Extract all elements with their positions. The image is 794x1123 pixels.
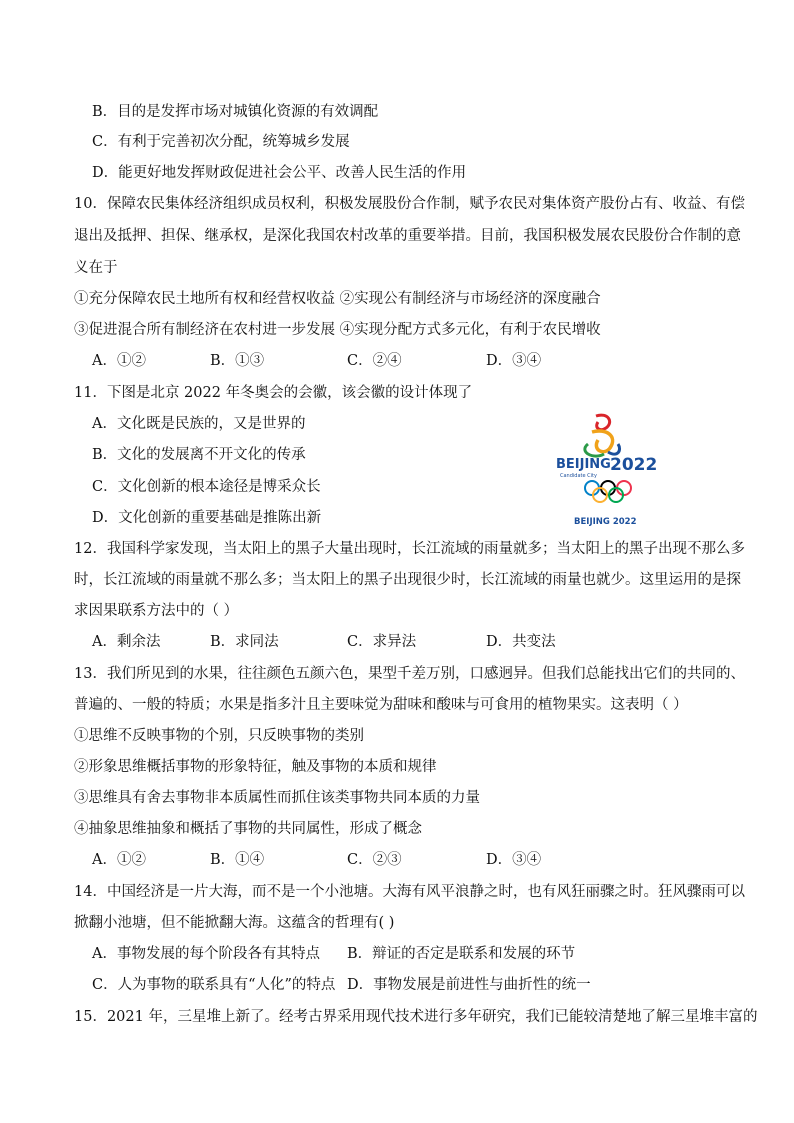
q14-stem-line-1: 14．中国经济是一片大海，而不是一个小池塘。大海有风平浪静之时，也有风狂丽骤之时。狂风骤雨可以: [74, 884, 745, 900]
q10-option-a: A．①②: [92, 353, 146, 369]
q12-stem-line-1: 12．我国科学家发现，当太阳上的黑子大量出现时，长江流域的雨量就多；当太阳上的黑子出现不那么多: [74, 541, 745, 557]
q10-statement-2: ③促进混合所有制经济在农村进一步发展 ④实现分配方式多元化，有利于农民增收: [74, 322, 601, 338]
q14-stem-line-2: 掀翻小池塘，但不能掀翻大海。这蕴含的哲理有( ): [74, 915, 395, 931]
q14-option-c: C．人为事物的联系具有“人化”的特点: [92, 977, 336, 993]
svg-text:BEIJING 2022: BEIJING 2022: [574, 517, 637, 527]
beijing-2022-emblem: [548, 410, 666, 528]
q12-stem-line-2: 时，长江流域的雨量就不那么多；当太阳上的黑子出现很少时，长江流域的雨量也就少。这里运用的是探: [74, 572, 741, 588]
svg-text:Candidate City: Candidate City: [560, 473, 597, 479]
q14-option-a: A．事物发展的每个阶段各有其特点: [92, 946, 320, 962]
q10-option-c: C．②④: [347, 353, 402, 369]
q12-stem-line-3: 求因果联系方法中的（ ）: [74, 603, 239, 619]
q11-option-b: B．文化的发展离不开文化的传承: [92, 447, 306, 463]
q13-statement-3: ③思维具有舍去事物非本质属性而抓住该类事物共同本质的力量: [74, 790, 480, 806]
q13-option-a: A．①②: [92, 852, 146, 868]
q10-option-b: B．①③: [210, 353, 265, 369]
q10-stem-line-2: 退出及抵押、担保、继承权，是深化我国农村改革的重要举措。目前，我国积极发展农民股份合作制的意: [74, 228, 741, 244]
q9-option-b: B．目的是发挥市场对城镇化资源的有效调配: [92, 104, 379, 120]
q14-option-b: B．辩证的否定是联系和发展的环节: [347, 946, 576, 962]
q10-stem-line-3: 义在于: [74, 260, 118, 276]
q13-option-c: C．②③: [347, 852, 402, 868]
q9-option-d: D．能更好地发挥财政促进社会公平、改善人民生活的作用: [92, 165, 467, 181]
q12-option-d: D．共变法: [486, 634, 556, 650]
emblem-graphic-icon: [548, 410, 666, 528]
q13-stem-line-1: 13．我们所见到的水果，往往颜色五颜六色，果型千差万别，口感迥异。但我们总能找出它们的共同的、: [74, 666, 745, 682]
q10-stem-line-1: 10．保障农民集体经济组织成员权利，积极发展股份合作制，赋予农民对集体资产股份占有、收益、有偿: [74, 196, 745, 212]
q11-option-c: C．文化创新的根本途径是博采众长: [92, 479, 321, 495]
q13-option-d: D．③④: [486, 852, 542, 868]
q11-option-a: A．文化既是民族的，又是世界的: [92, 416, 306, 432]
q12-option-c: C．求异法: [347, 634, 417, 650]
q11-stem: 11．下图是北京 2022 年冬奥会的会徽，该会徽的设计体现了: [74, 385, 473, 401]
q14-option-d: D．事物发展是前进性与曲折性的统一: [347, 977, 591, 993]
q13-statement-1: ①思维不反映事物的个别，只反映事物的类别: [74, 728, 364, 744]
svg-text:BEIJING: BEIJING: [556, 457, 611, 472]
q13-option-b: B．①④: [210, 852, 265, 868]
q15-stem-line-1: 15．2021 年，三星堆上新了。经考古界采用现代技术进行多年研究，我们已能较清楚地了解三星堆丰富的: [74, 1009, 758, 1025]
q13-stem-line-2: 普遍的、一般的特质；水果是指多汁且主要味觉为甜味和酸味与可食用的植物果实。这表明（ ）: [74, 697, 688, 713]
q12-option-b: B．求同法: [210, 634, 279, 650]
q11-option-d: D．文化创新的重要基础是推陈出新: [92, 510, 322, 526]
q10-option-d: D．③④: [486, 353, 542, 369]
q9-option-c: C．有利于完善初次分配，统筹城乡发展: [92, 134, 350, 150]
q13-statement-4: ④抽象思维抽象和概括了事物的共同属性，形成了概念: [74, 821, 422, 837]
q12-option-a: A．剩余法: [92, 634, 161, 650]
q13-statement-2: ②形象思维概括事物的形象特征，触及事物的本质和规律: [74, 759, 437, 775]
svg-text:2022: 2022: [610, 455, 658, 475]
q10-statement-1: ①充分保障农民土地所有权和经营权收益 ②实现公有制经济与市场经济的深度融合: [74, 291, 601, 307]
